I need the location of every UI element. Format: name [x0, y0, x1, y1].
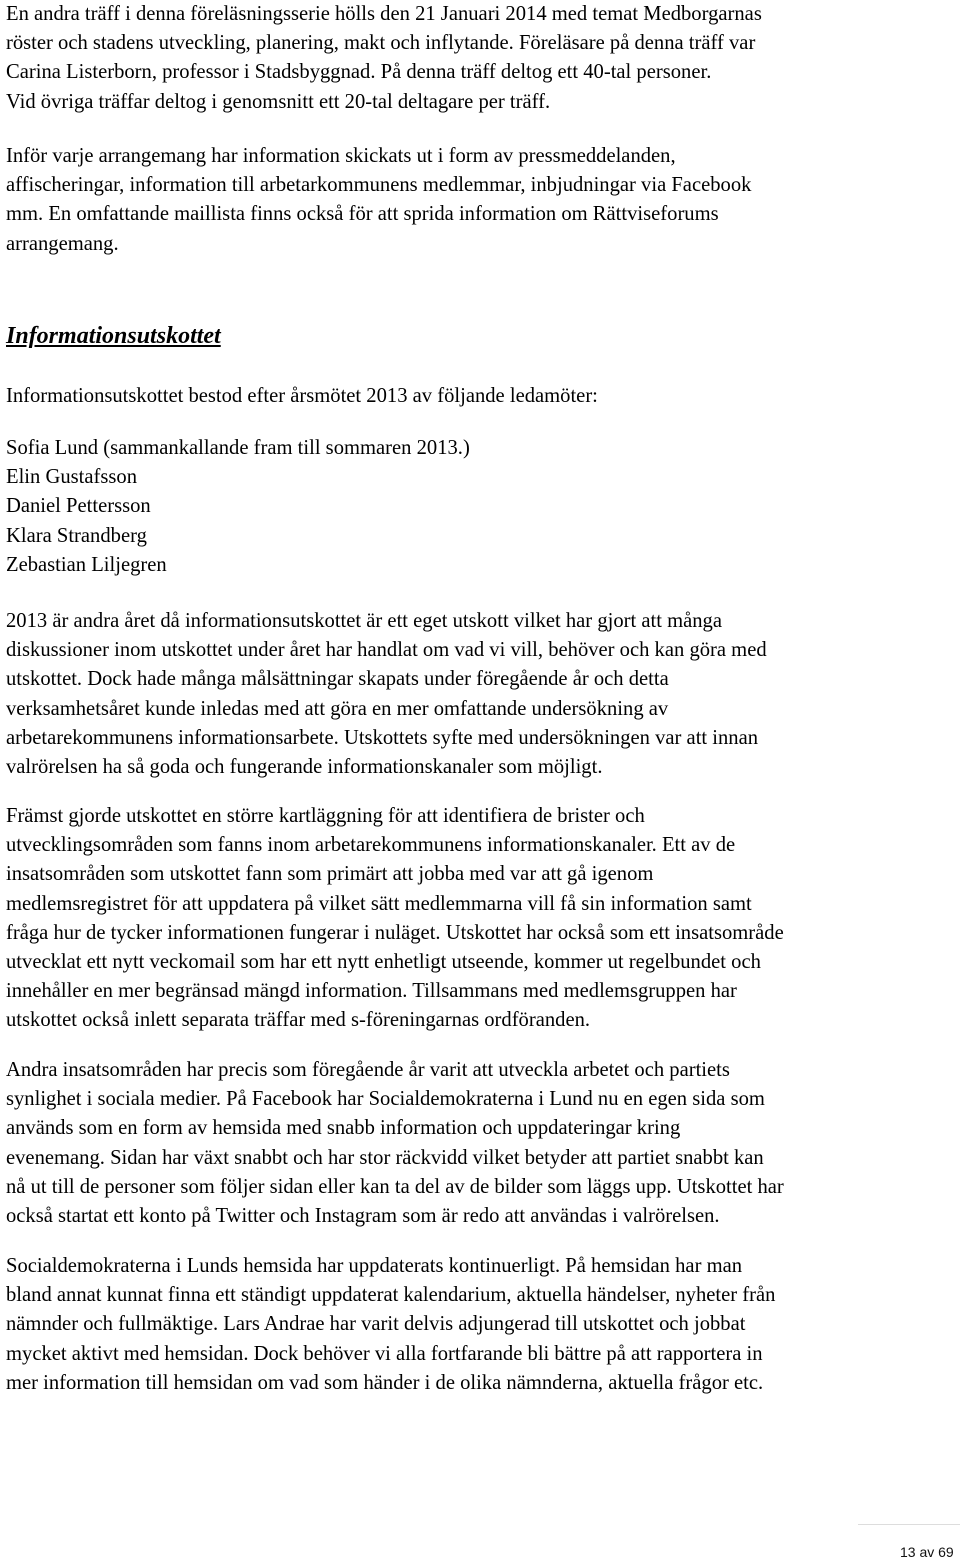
- text-line: evenemang. Sidan har växt snabbt och har stor räckvidd vilket betyder att partiet snabbt kan: [6, 1146, 764, 1169]
- text-line: också startat ett konto på Twitter och Instagram som är redo att användas i valrörelsen.: [6, 1205, 720, 1228]
- text-line: arrangemang.: [6, 232, 119, 255]
- text-line: mycket aktivt med hemsidan. Dock behöver vi alla fortfarande bli bättre på att rapportera in: [6, 1342, 763, 1365]
- text-line: En andra träff i denna föreläsningsserie hölls den 21 Januari 2014 med temat Medborgarnas: [6, 3, 762, 25]
- member-item: Klara Strandberg: [6, 524, 147, 547]
- intro-paragraph: [6, 0, 762, 117]
- text-line: mer information till hemsidan om vad som händer i de olika nämnderna, aktuella frågor etc.: [6, 1371, 764, 1394]
- text-line: används som en form av hemsida med snabb information och uppdateringar kring: [6, 1117, 681, 1140]
- paragraph-website: [6, 1252, 775, 1398]
- information-paragraph: [6, 142, 751, 259]
- paragraph-framst: [6, 802, 784, 1036]
- text-line: 2013 är andra året då informationsutskottet är ett eget utskott vilket har gjort att många: [6, 610, 722, 632]
- members-list: [6, 434, 470, 580]
- text-line: innehåller en mer begränsad mängd information. Tillsammans med medlemsgruppen har: [6, 980, 737, 1003]
- text-line: utskottet också inlett separata träffar med s-föreningarnas ordföranden.: [6, 1009, 591, 1032]
- member-item: Zebastian Liljegren: [6, 553, 167, 576]
- text-line: medlemsregistret för att uppdatera på vilket sätt medlemmarna vill få sin information samt: [6, 892, 752, 915]
- text-line: arbetarekommunens informationsarbete. Utskottets syfte med undersökningen var att innan: [6, 726, 759, 749]
- text-line: affischeringar, information till arbetarkommunens medlemmar, inbjudningar via Facebook: [6, 174, 752, 197]
- text-line: Socialdemokraterna i Lunds hemsida har uppdaterats kontinuerligt. På hemsidan har man: [6, 1255, 743, 1277]
- text-line: utskottet. Dock hade många målsättningar skapats under föregående år och detta: [6, 668, 669, 691]
- paragraph-social-media: [6, 1056, 784, 1231]
- section-heading: Informationsutskottet: [6, 323, 221, 349]
- text-line: röster och stadens utveckling, planering, makt och inflytande. Föreläsare på denna träff var: [6, 32, 756, 55]
- member-item: Elin Gustafsson: [6, 466, 137, 489]
- text-line: verksamhetsåret kunde inledas med att göra en mer omfattande undersökning av: [6, 697, 669, 720]
- text-line: insatsområden som utskottet fann som primärt att jobba med var att gå igenom: [6, 863, 654, 886]
- text-line: Carina Listerborn, professor i Stadsbyggnad. På denna träff deltog ett 40-tal personer.: [6, 61, 712, 84]
- text-line: Vid övriga träffar deltog i genomsnitt ett 20-tal deltagare per träff.: [6, 90, 551, 113]
- paragraph-2013: [6, 607, 767, 782]
- text-line: Inför varje arrangemang har information skickats ut i form av pressmeddelanden,: [6, 145, 676, 167]
- member-item: Daniel Pettersson: [6, 495, 151, 518]
- text-line: valrörelsen ha så goda och fungerande informationskanaler som möjligt.: [6, 756, 603, 779]
- members-intro: Informationsutskottet bestod efter årsmötet 2013 av följande ledamöter:: [6, 385, 598, 407]
- text-line: mm. En omfattande maillista finns också för att sprida information om Rättviseforums: [6, 203, 719, 226]
- text-line: nå ut till de personer som följer sidan eller kan ta del av de bilder som läggs upp. Utskottet har: [6, 1175, 784, 1198]
- text-line: utvecklingsområden som fanns inom arbetarekommunens informationskanaler. Ett av de: [6, 834, 736, 857]
- text-line: nämnder och fullmäktige. Lars Andrae har varit delvis adjungerad till utskottet och jobbat: [6, 1313, 746, 1336]
- text-line: diskussioner inom utskottet under året har handlat om vad vi vill, behöver och kan göra med: [6, 639, 767, 662]
- page-number: 13 av 69: [900, 1544, 954, 1560]
- page-number-divider: [858, 1524, 960, 1525]
- text-line: bland annat kunnat finna ett ständigt uppdaterat kalendarium, aktuella händelser, nyheter från: [6, 1284, 776, 1307]
- member-item: Sofia Lund (sammankallande fram till sommaren 2013.): [6, 437, 470, 459]
- text-line: utvecklat ett nytt veckomail som har ett nytt enhetligt utseende, kommer ut regelbundet och: [6, 951, 761, 974]
- text-line: fråga hur de tycker informationen fungerar i nuläget. Utskottet har också som ett insatsområde: [6, 921, 784, 944]
- text-line: synlighet i sociala medier. På Facebook har Socialdemokraterna i Lund nu en egen sida som: [6, 1088, 765, 1111]
- text-line: Andra insatsområden har precis som föregående år varit att utveckla arbetet och partiets: [6, 1059, 730, 1081]
- text-line: Främst gjorde utskottet en större kartläggning för att identifiera de brister och: [6, 805, 645, 827]
